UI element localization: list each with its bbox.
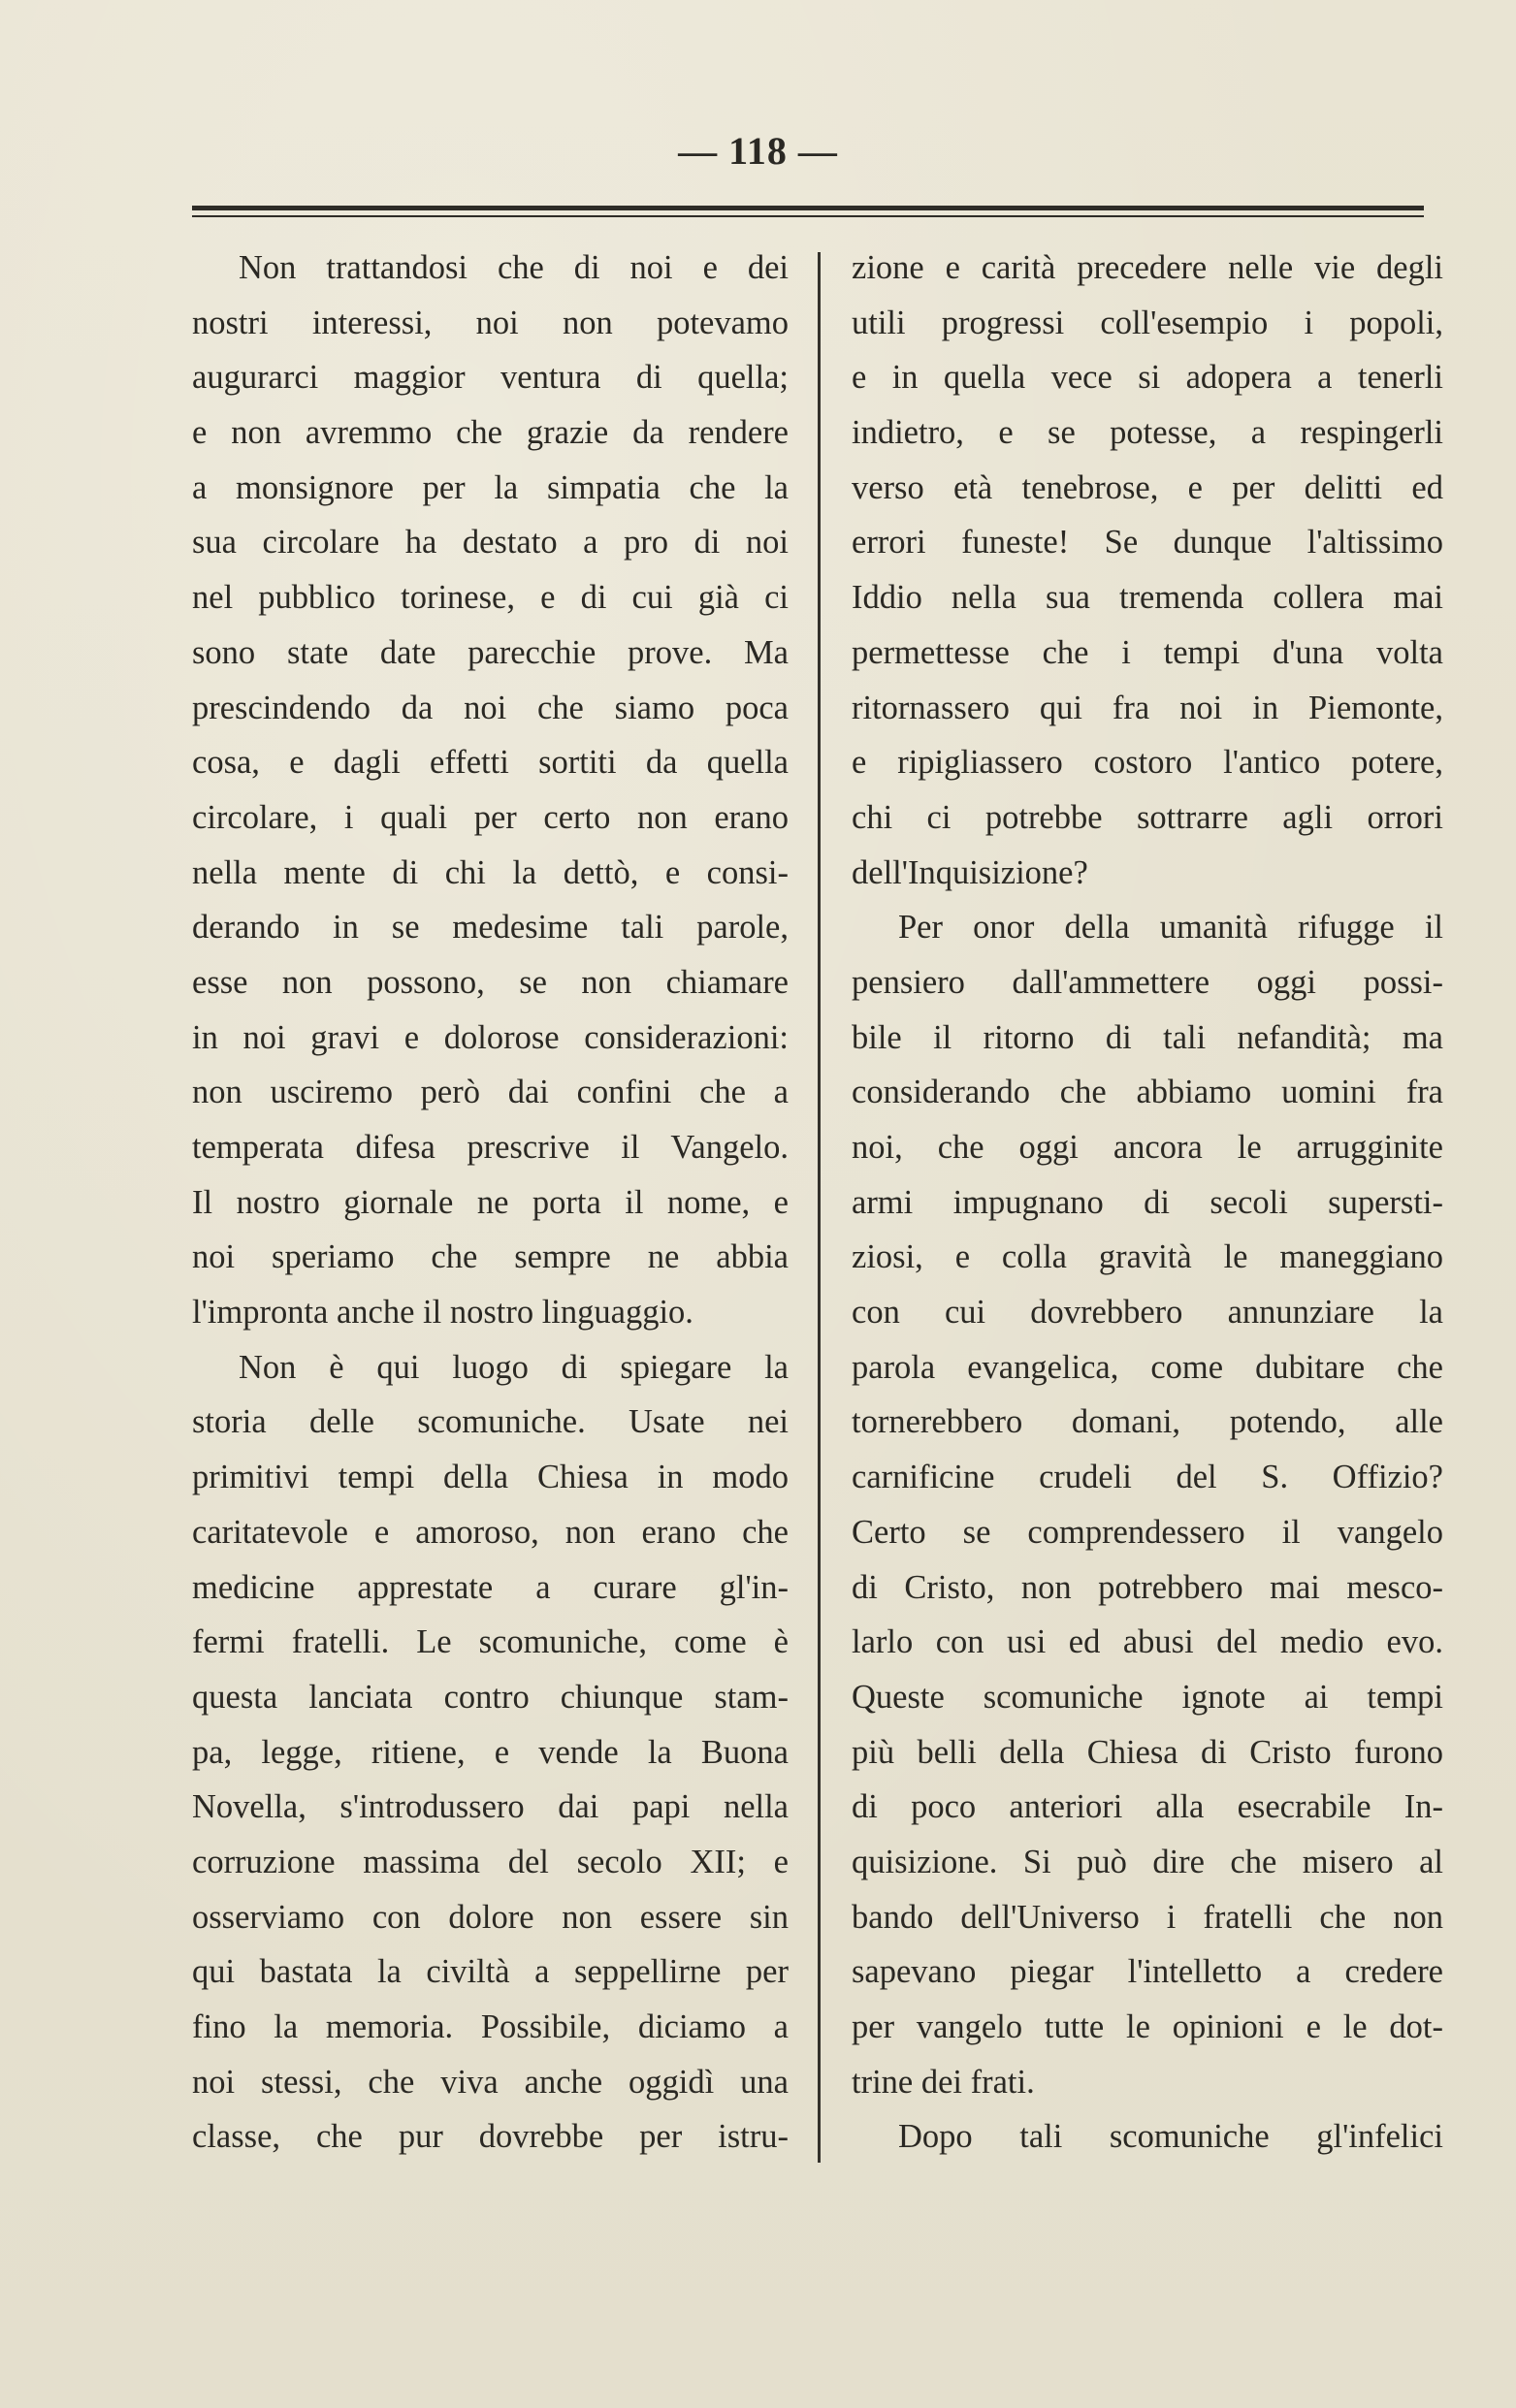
text-line: questa lanciata contro chiunque stam- bbox=[192, 1678, 789, 1716]
text-line: ritornassero qui fra noi in Piemonte, bbox=[852, 689, 1443, 726]
text-line: corruzione massima del secolo XII; e bbox=[192, 1843, 789, 1880]
text-line: Non trattandosi che di noi e dei bbox=[239, 249, 789, 286]
text-line: nostri interessi, noi non potevamo bbox=[192, 304, 789, 341]
text-line: Per onor della umanità rifugge il bbox=[898, 909, 1443, 947]
text-line: derando in se medesime tali parole, bbox=[192, 909, 789, 947]
text-line: bando dell'Universo i fratelli che non bbox=[852, 1898, 1443, 1936]
text-line: nella mente di chi la dettò, e consi- bbox=[192, 853, 789, 891]
text-line: utili progressi coll'esempio i popoli, bbox=[852, 304, 1443, 341]
text-line: di Cristo, non potrebbero mai mesco- bbox=[852, 1568, 1443, 1606]
text-line: di poco anteriori alla esecrabile In- bbox=[852, 1788, 1443, 1826]
text-line: larlo con usi ed abusi del medio evo. bbox=[852, 1623, 1443, 1661]
text-line: tornerebbero domani, potendo, alle bbox=[852, 1403, 1443, 1441]
text-line: errori funeste! Se dunque l'altissimo bbox=[852, 524, 1443, 562]
text-line: noi, che oggi ancora le arrugginite bbox=[852, 1129, 1443, 1166]
text-line: l'impronta anche il nostro linguaggio. bbox=[192, 1294, 693, 1332]
text-line: medicine apprestate a curare gl'in- bbox=[192, 1568, 789, 1606]
text-line: per vangelo tutte le opinioni e le dot- bbox=[852, 2008, 1443, 2045]
text-line: sono state date parecchie prove. Ma bbox=[192, 633, 789, 671]
text-line: armi impugnano di secoli supersti- bbox=[852, 1183, 1443, 1221]
header-rule-thick bbox=[192, 206, 1424, 210]
text-line: Queste scomuniche ignote ai tempi bbox=[852, 1678, 1443, 1716]
text-line: prescindendo da noi che siamo poca bbox=[192, 689, 789, 726]
text-line: Dopo tali scomuniche gl'infelici bbox=[898, 2118, 1443, 2156]
text-line: zione e carità precedere nelle vie degli bbox=[852, 249, 1443, 286]
right-column bbox=[852, 241, 1443, 2165]
text-line: a monsignore per la simpatia che la bbox=[192, 468, 789, 506]
text-line: circolare, i quali per certo non erano bbox=[192, 798, 789, 836]
text-line: considerando che abbiamo uomini fra bbox=[852, 1074, 1443, 1111]
text-line: trine dei frati. bbox=[852, 2063, 1035, 2101]
left-column bbox=[192, 241, 789, 2165]
text-line: e ripigliassero costoro l'antico potere, bbox=[852, 744, 1443, 782]
column-divider bbox=[818, 252, 821, 2163]
text-line: pensiero dall'ammettere oggi possi- bbox=[852, 963, 1443, 1001]
text-line: noi speriamo che sempre ne abbia bbox=[192, 1238, 789, 1276]
text-line: cosa, e dagli effetti sortiti da quella bbox=[192, 744, 789, 782]
text-line: Novella, s'introdussero dai papi nella bbox=[192, 1788, 789, 1826]
text-line: noi stessi, che viva anche oggidì una bbox=[192, 2063, 789, 2101]
text-line: temperata difesa prescrive il Vangelo. bbox=[192, 1129, 789, 1166]
text-line: con cui dovrebbero annunziare la bbox=[852, 1294, 1443, 1332]
text-line: caritatevole e amoroso, non erano che bbox=[192, 1513, 789, 1551]
text-line: primitivi tempi della Chiesa in modo bbox=[192, 1459, 789, 1496]
text-line: classe, che pur dovrebbe per istru- bbox=[192, 2118, 789, 2156]
text-line: verso età tenebrose, e per delitti ed bbox=[852, 468, 1443, 506]
text-line: fermi fratelli. Le scomuniche, come è bbox=[192, 1623, 789, 1661]
header-rule-thin bbox=[192, 215, 1424, 217]
text-line: Il nostro giornale ne porta il nome, e bbox=[192, 1183, 789, 1221]
text-line: indietro, e se potesse, a respingerli bbox=[852, 414, 1443, 452]
text-line: quisizione. Si può dire che misero al bbox=[852, 1843, 1443, 1880]
text-line: chi ci potrebbe sottrarre agli orrori bbox=[852, 798, 1443, 836]
text-line: fino la memoria. Possibile, diciamo a bbox=[192, 2008, 789, 2045]
text-line: e non avremmo che grazie da rendere bbox=[192, 414, 789, 452]
text-line: bile il ritorno di tali nefandità; ma bbox=[852, 1018, 1443, 1056]
text-line: osserviamo con dolore non essere sin bbox=[192, 1898, 789, 1936]
text-line: esse non possono, se non chiamare bbox=[192, 963, 789, 1001]
text-line: Iddio nella sua tremenda collera mai bbox=[852, 579, 1443, 617]
text-line: più belli della Chiesa di Cristo furono bbox=[852, 1733, 1443, 1771]
text-line: augurarci maggior ventura di quella; bbox=[192, 359, 789, 397]
text-line: parola evangelica, come dubitare che bbox=[852, 1348, 1443, 1386]
page-number: — 118 — bbox=[678, 129, 838, 173]
text-line: non usciremo però dai confini che a bbox=[192, 1074, 789, 1111]
text-line: Certo se comprendessero il vangelo bbox=[852, 1513, 1443, 1551]
text-line: qui bastata la civiltà a seppellirne per bbox=[192, 1953, 789, 1991]
text-line: permettesse che i tempi d'una volta bbox=[852, 633, 1443, 671]
text-line: sua circolare ha destato a pro di noi bbox=[192, 524, 789, 562]
text-line: sapevano piegar l'intelletto a credere bbox=[852, 1953, 1443, 1991]
text-line: carnificine crudeli del S. Offizio? bbox=[852, 1459, 1443, 1496]
text-line: nel pubblico torinese, e di cui già ci bbox=[192, 579, 789, 617]
text-line: dell'Inquisizione? bbox=[852, 853, 1088, 891]
text-line: pa, legge, ritiene, e vende la Buona bbox=[192, 1733, 789, 1771]
text-line: storia delle scomuniche. Usate nei bbox=[192, 1403, 789, 1441]
text-line: in noi gravi e dolorose considerazioni: bbox=[192, 1018, 789, 1056]
text-line: Non è qui luogo di spiegare la bbox=[239, 1348, 789, 1386]
text-line: e in quella vece si adopera a tenerli bbox=[852, 359, 1443, 397]
text-line: ziosi, e colla gravità le maneggiano bbox=[852, 1238, 1443, 1276]
